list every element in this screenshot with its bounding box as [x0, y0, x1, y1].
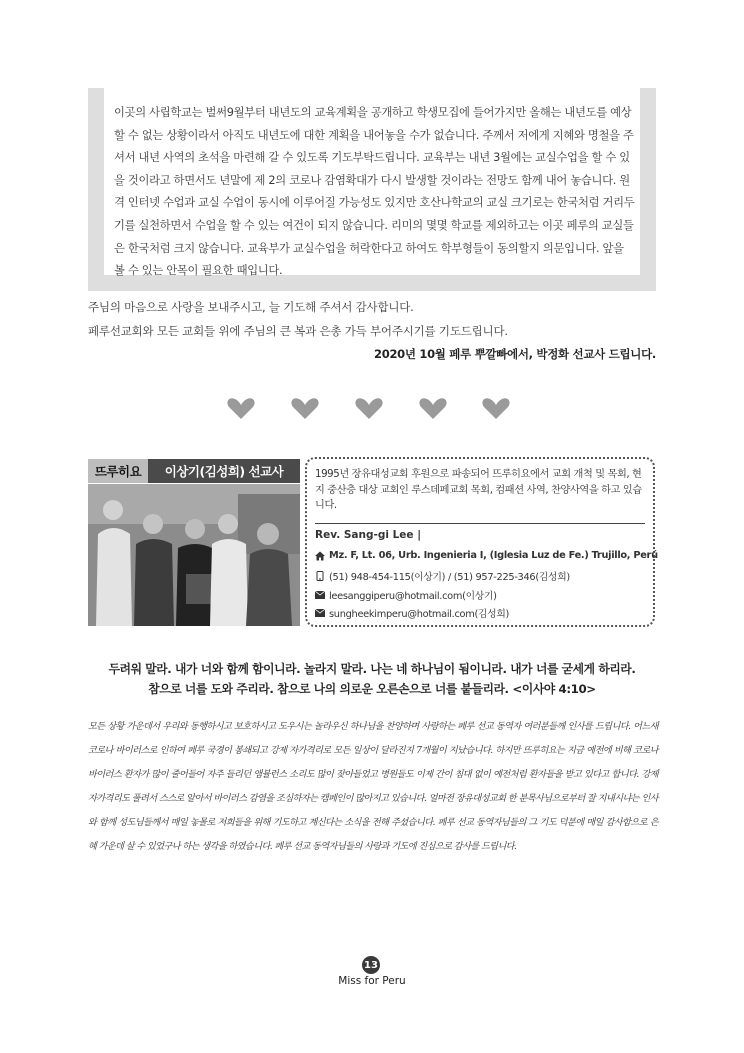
letter-signature: 2020년 10월 페루 뿌깔빠에서, 박정화 선교사 드립니다. — [374, 347, 656, 361]
info-divider — [315, 523, 645, 524]
email-row-1 — [315, 588, 497, 602]
letter-quote-box — [88, 88, 656, 291]
english-name-text: Rev. Sang-gi Lee | — [315, 529, 422, 541]
city-tag: 뜨루히요 — [88, 459, 148, 483]
missionary-info-box — [305, 457, 658, 627]
mail-icon — [315, 608, 325, 618]
address-row — [315, 550, 658, 561]
handwritten-paragraph: 모든 상황 가운데서 우리와 동행하시고 보호하시고 도우시는 놀라우신 하나님을 찬양하며 사랑하는 페루 선교 동역자 여러분들께 인사를 드립니다. 어느새 코로나 바이러스로 인하여 페루 국경이 봉쇄되고 강제 자가격리로 모든 일상이 달라진지 7개월이 지났습니다. 하지만 뜨루히요는 지금 예전에 비해 코로나 바이러스 환자가 많이 줄어들어 자주 들리던 앰뷸런스 소리도 많이 잦아들었고 병원들도 이제 간이 침대 없이 예전처럼 환자들을 받고 있다고 합니다. 강제자가격리도 풀려서 스스로 알아서 바이러스 감염을 조심하자는 캠페인이 많아지고 있습니다. 얼마전 장유대성교회 한 분목사님으로부터 잘 지내시냐는 인사와 함께 성도님들께서 매일 놓몰로 저희들을 위해 기도하고 계신다는 소식을 전해 주셨습니다. 페루 선교 동역자님들의 그 기도 덕분에 매일 감사함으로 은혜 가운데 살 수 있었구나 하는 생각을 하였습니다. 페루 선교 동역자님들의 사랑과 기도에 진심으로 감사를 드립니다. — [88, 721, 658, 852]
home-icon — [315, 551, 325, 561]
heart-icon — [290, 397, 320, 421]
missionary-description: 1995년 장유대성교회 후원으로 파송되어 뜨루히요에서 교회 개척 및 목회, 현지 중산층 대상 교회인 루스데페교회 목회, 컴패션 사역, 찬양사역을 하고 있습니다. — [315, 469, 642, 511]
email-2-link[interactable]: sungheekimperu@hotmail.com(김성희) — [329, 609, 510, 620]
missionary-english-name — [315, 529, 421, 541]
letter-quote-inner — [104, 88, 640, 278]
mail-icon — [315, 590, 325, 600]
heart-icon — [481, 397, 511, 421]
heart-icon — [226, 397, 256, 421]
family-photo — [88, 484, 300, 626]
email-1-link[interactable]: leesanggiperu@hotmail.com(이상기) — [329, 591, 497, 602]
verse-line-2: 참으로 너를 도와 주리라. 참으로 나의 의로운 오른손으로 너를 붙들리라. <이사야 4:10> — [148, 682, 596, 696]
closing-line-1: 주님의 마음으로 사랑을 보내주시고, 늘 기도해 주셔서 감사합니다. — [88, 300, 414, 314]
hearts-divider — [226, 397, 526, 421]
phone-icon — [315, 571, 325, 581]
phone-row — [315, 569, 570, 583]
footer-title: Miss for Peru — [338, 975, 406, 987]
missionary-name-tag: 이상기(김성희) 선교사 — [148, 459, 300, 483]
address-text: Mz. F, Lt. 06, Urb. Ingenieria I, (Iglesia Luz de Fe.) Trujillo, Perú — [329, 550, 658, 561]
verse-line-1: 두려워 말라. 내가 너와 함께 함이니라. 놀라지 말라. 나는 네 하나님이 됨이니라. 내가 너를 굳세게 하리라. — [108, 662, 636, 676]
page-number: 13 — [362, 956, 380, 974]
letter-quote-paragraph: 이곳의 사립학교는 벌써9월부터 내년도의 교육계획을 공개하고 학생모집에 들어가지만 올해는 내년도를 예상할 수 없는 상황이라서 아직도 내년도에 대한 계획을 내어놓을 수가 없습니다. 주께서 저에게 지혜와 명철을 주셔서 내년 사역의 초석을 마련해 갈 수 있도록 기도부탁드립니다. 교육부는 내년 3월에는 교실수업을 할 수 있을 것이라고 하면서도 년말에 제 2의 코로나 감염확대가 다시 발생할 것이라는 전망도 함께 내어 놓습니다. 원격 인터넷 수업과 교실 수업이 동시에 이루어질 가능성도 있지만 호산나학교의 교실 크기로는 한국처럼 거리두기를 실천하면서 수업을 할 수 있는 여건이 되지 않습니다. 리미의 몇몇 학교를 제외하고는 이곳 페루의 교실들은 한국처럼 크지 않습니다. 교육부가 교실수업을 허락한다고 하여도 학부형들이 동의할지 의문입니다. 앞을 볼 수 있는 안목이 필요한 때입니다. — [114, 106, 635, 278]
phone-text: (51) 948-454-115(이상기) / (51) 957-225-346(김성희) — [329, 572, 570, 583]
heart-icon — [418, 397, 448, 421]
heart-icon — [354, 397, 384, 421]
closing-line-2: 페루선교회와 모든 교회들 위에 주님의 큰 복과 은총 가득 부어주시기를 기도드립니다. — [88, 324, 508, 338]
email-row-2 — [315, 606, 509, 620]
